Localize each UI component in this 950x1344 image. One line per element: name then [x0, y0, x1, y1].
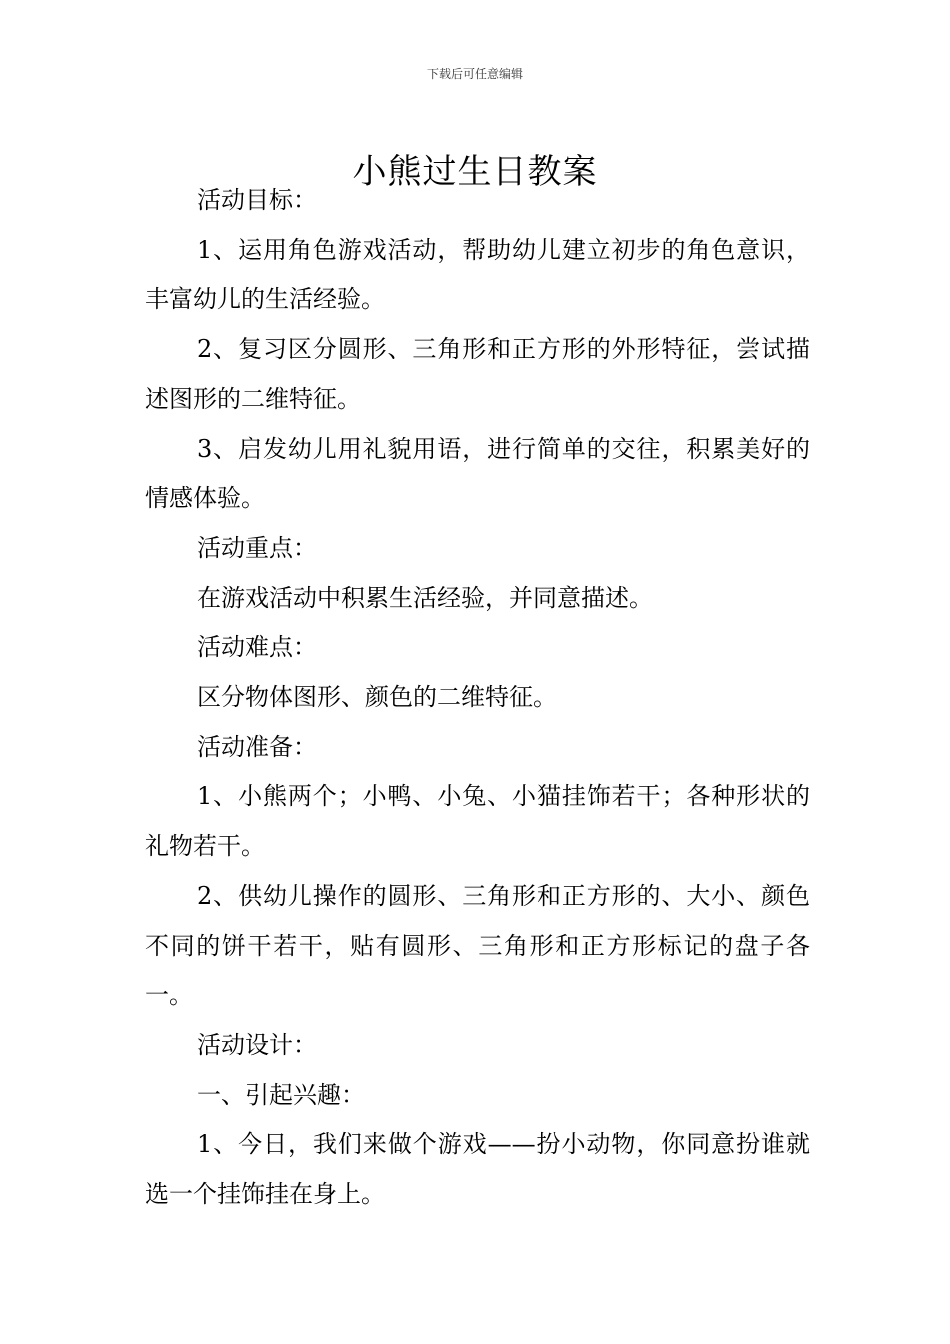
section-heading-preparation: 活动准备： [197, 732, 317, 761]
document-title: 小熊过生日教案 [352, 151, 598, 192]
preparation-item-2: 2、供幼儿操作的圆形、三角形和正方形的、大小、颜色不同的饼干若干，贴有圆形、三角形和正方形标记的盘子各一。 [145, 881, 810, 1010]
difficulty-text: 区分物体图形、颜色的二维特征。 [197, 683, 557, 712]
document-body [145, 176, 810, 1220]
section-heading-key-points: 活动重点： [197, 533, 317, 562]
section-heading-goals: 活动目标： [197, 186, 317, 214]
design-step-heading: 一、引起兴趣： [197, 1080, 365, 1109]
section-heading-difficulties: 活动难点： [197, 633, 317, 662]
goal-item-2: 2、复习区分圆形、三角形和正方形的外形特征，尝试描述图形的二维特征。 [145, 335, 810, 413]
preparation-item-1: 1、小熊两个；小鸭、小兔、小猫挂饰若干；各种形状的礼物若干。 [145, 782, 810, 861]
goal-item-3: 3、启发幼儿用礼貌用语，进行简单的交往，积累美好的情感体验。 [145, 434, 810, 513]
section-heading-design: 活动设计： [197, 1030, 317, 1059]
key-point-text: 在游戏活动中积累生活经验，并同意描述。 [197, 583, 653, 612]
goal-item-1: 1、运用角色游戏活动，帮助幼儿建立初步的角色意识，丰富幼儿的生活经验。 [145, 235, 810, 314]
page-header-note: 下载后可任意编辑 [426, 67, 523, 81]
design-step-item-1: 1、今日，我们来做个游戏——扮小动物，你同意扮谁就选一个挂饰挂在身上。 [145, 1130, 810, 1209]
